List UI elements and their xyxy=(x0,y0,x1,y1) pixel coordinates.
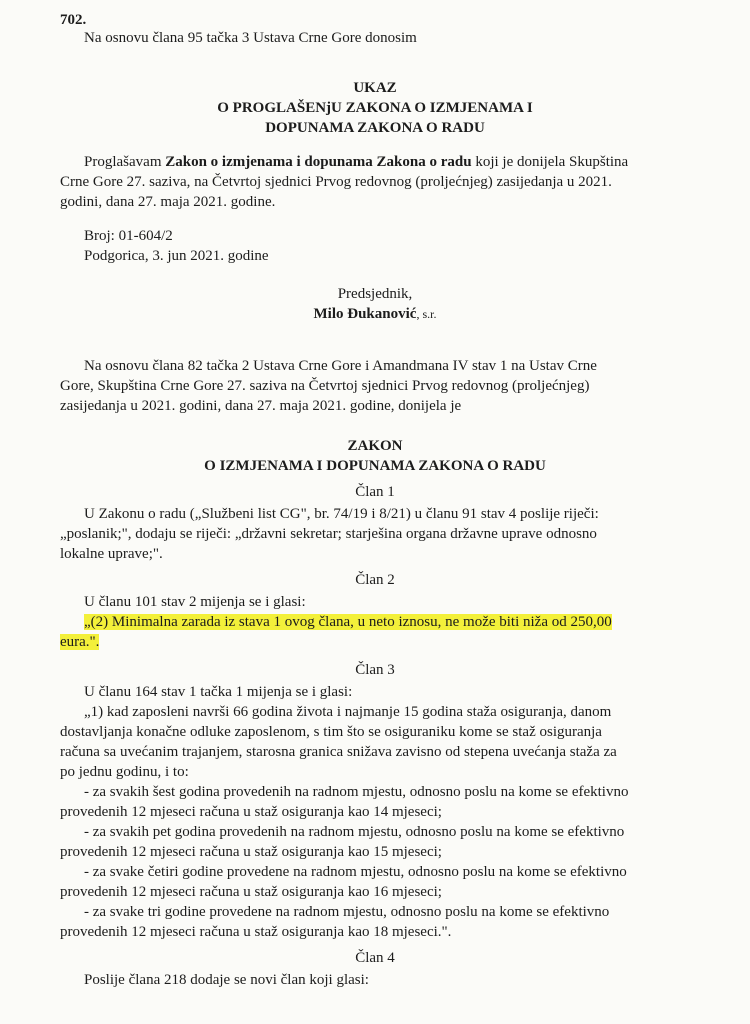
ukaz-subtitle-2: DOPUNAMA ZAKONA O RADU xyxy=(265,120,485,136)
proglasenje-text-end: koji je donijela Skupština xyxy=(471,154,629,170)
osnov-line-3: zasijedanja u 2021. godini, dana 27. maja 2021. godine, donijela je xyxy=(60,398,462,414)
clan-3-line-8: - za svakih pet godina provedenih na radnom mjestu, odnosno poslu na kome se efektivno xyxy=(84,824,625,840)
clan-3-line-13: provedenih 12 mjeseci računa u staž osiguranja kao 18 mjeseci.". xyxy=(60,924,452,940)
predsjednik-label: Predsjednik, xyxy=(337,286,413,302)
proglasenje-line-2: Crne Gore 27. saziva, na Četvrtoj sjednici Prvog redovnog (proljećnjeg) zasijedanja u 2021. xyxy=(60,174,612,190)
highlighted-text-end: eura.". xyxy=(60,634,100,650)
clan-3-line-5: po jednu godinu, i to: xyxy=(60,764,189,780)
law-name: Zakon o izmjenama i dopunama Zakona o radu xyxy=(165,154,472,170)
clan-3-line-11: provedenih 12 mjeseci računa u staž osiguranja kao 16 mjeseci; xyxy=(60,884,442,900)
predsjednik-potpis xyxy=(0,304,750,324)
clan-3-heading: Član 3 xyxy=(355,662,395,678)
clan-3-line-2: „1) kad zaposleni navrši 66 godina života i najmanje 15 godina staža osiguranja, danom xyxy=(84,704,612,720)
intro-line: Na osnovu člana 95 tačka 3 Ustava Crne Gore donosim xyxy=(84,30,417,46)
osnov-line-2: Gore, Skupština Crne Gore 27. saziva na Četvrtoj sjednici Prvog redovnog (proljećnjeg) xyxy=(60,378,590,394)
clan-2-heading: Član 2 xyxy=(355,572,395,588)
clan-1-line-2: „poslanik;", dodaju se riječi: „državni sekretar; starješina organa državne uprave odnosno xyxy=(60,526,597,542)
zakon-title: ZAKON xyxy=(347,438,403,454)
ukaz-title: UKAZ xyxy=(353,80,397,96)
clan-3-line-1: U članu 164 stav 1 tačka 1 mijenja se i glasi: xyxy=(84,684,353,700)
clan-2-highlighted-line-1 xyxy=(84,612,612,632)
clan-3-line-12: - za svake tri godine provedene na radnom mjestu, odnosno poslu na kome se efektivno xyxy=(84,904,610,920)
ukaz-subtitle-1: O PROGLAŠENjU ZAKONA O IZMJENAMA I xyxy=(217,100,533,116)
clan-1-line-1: U Zakonu o radu („Službeni list CG", br. 74/19 i 8/21) u članu 91 stav 4 poslije riječi: xyxy=(84,506,599,522)
proglasenje-text: Proglašavam xyxy=(84,154,166,170)
mjesto-datum: Podgorica, 3. jun 2021. godine xyxy=(84,248,269,264)
clan-3-line-4: računa sa uvećanim trajanjem, starosna granica snižava zavisno od stepena uvećanja staža za xyxy=(60,744,617,760)
zakon-subtitle: O IZMJENAMA I DOPUNAMA ZAKONA O RADU xyxy=(204,458,546,474)
proglasenje-line-1 xyxy=(84,152,628,172)
predsjednik-ime: Milo Đukanović xyxy=(313,306,417,322)
clan-3-line-10: - za svake četiri godine provedene na radnom mjestu, odnosno poslu na kome se efektivno xyxy=(84,864,627,880)
predsjednik-sr: , s.r. xyxy=(416,307,437,321)
document-number: 702. xyxy=(60,12,87,28)
clan-1-line-3: lokalne uprave;". xyxy=(60,546,163,562)
proglasenje-line-3: godini, dana 27. maja 2021. godine. xyxy=(60,194,276,210)
clan-3-line-6: - za svakih šest godina provedenih na radnom mjestu, odnosno poslu na kome se efektivno xyxy=(84,784,629,800)
clan-2-highlighted-line-2 xyxy=(60,632,99,652)
clan-4-heading: Član 4 xyxy=(355,950,395,966)
clan-3-line-3: dostavljanja konačne odluke zaposlenom, s tim što se osiguraniku kome se staž osiguranja xyxy=(60,724,602,740)
clan-3-line-9: provedenih 12 mjeseci računa u staž osiguranja kao 15 mjeseci; xyxy=(60,844,442,860)
clan-3-line-7: provedenih 12 mjeseci računa u staž osiguranja kao 14 mjeseci; xyxy=(60,804,442,820)
highlighted-text: „(2) Minimalna zarada iz stava 1 ovog člana, u neto iznosu, ne može biti niža od 250,00 xyxy=(84,614,612,630)
clan-1-heading: Član 1 xyxy=(355,484,395,500)
osnov-line-1: Na osnovu člana 82 tačka 2 Ustava Crne Gore i Amandmana IV stav 1 na Ustav Crne xyxy=(84,358,597,374)
broj: Broj: 01-604/2 xyxy=(84,228,173,244)
clan-4-line-1: Poslije člana 218 dodaje se novi član koji glasi: xyxy=(84,972,369,988)
clan-2-line-1: U članu 101 stav 2 mijenja se i glasi: xyxy=(84,594,306,610)
